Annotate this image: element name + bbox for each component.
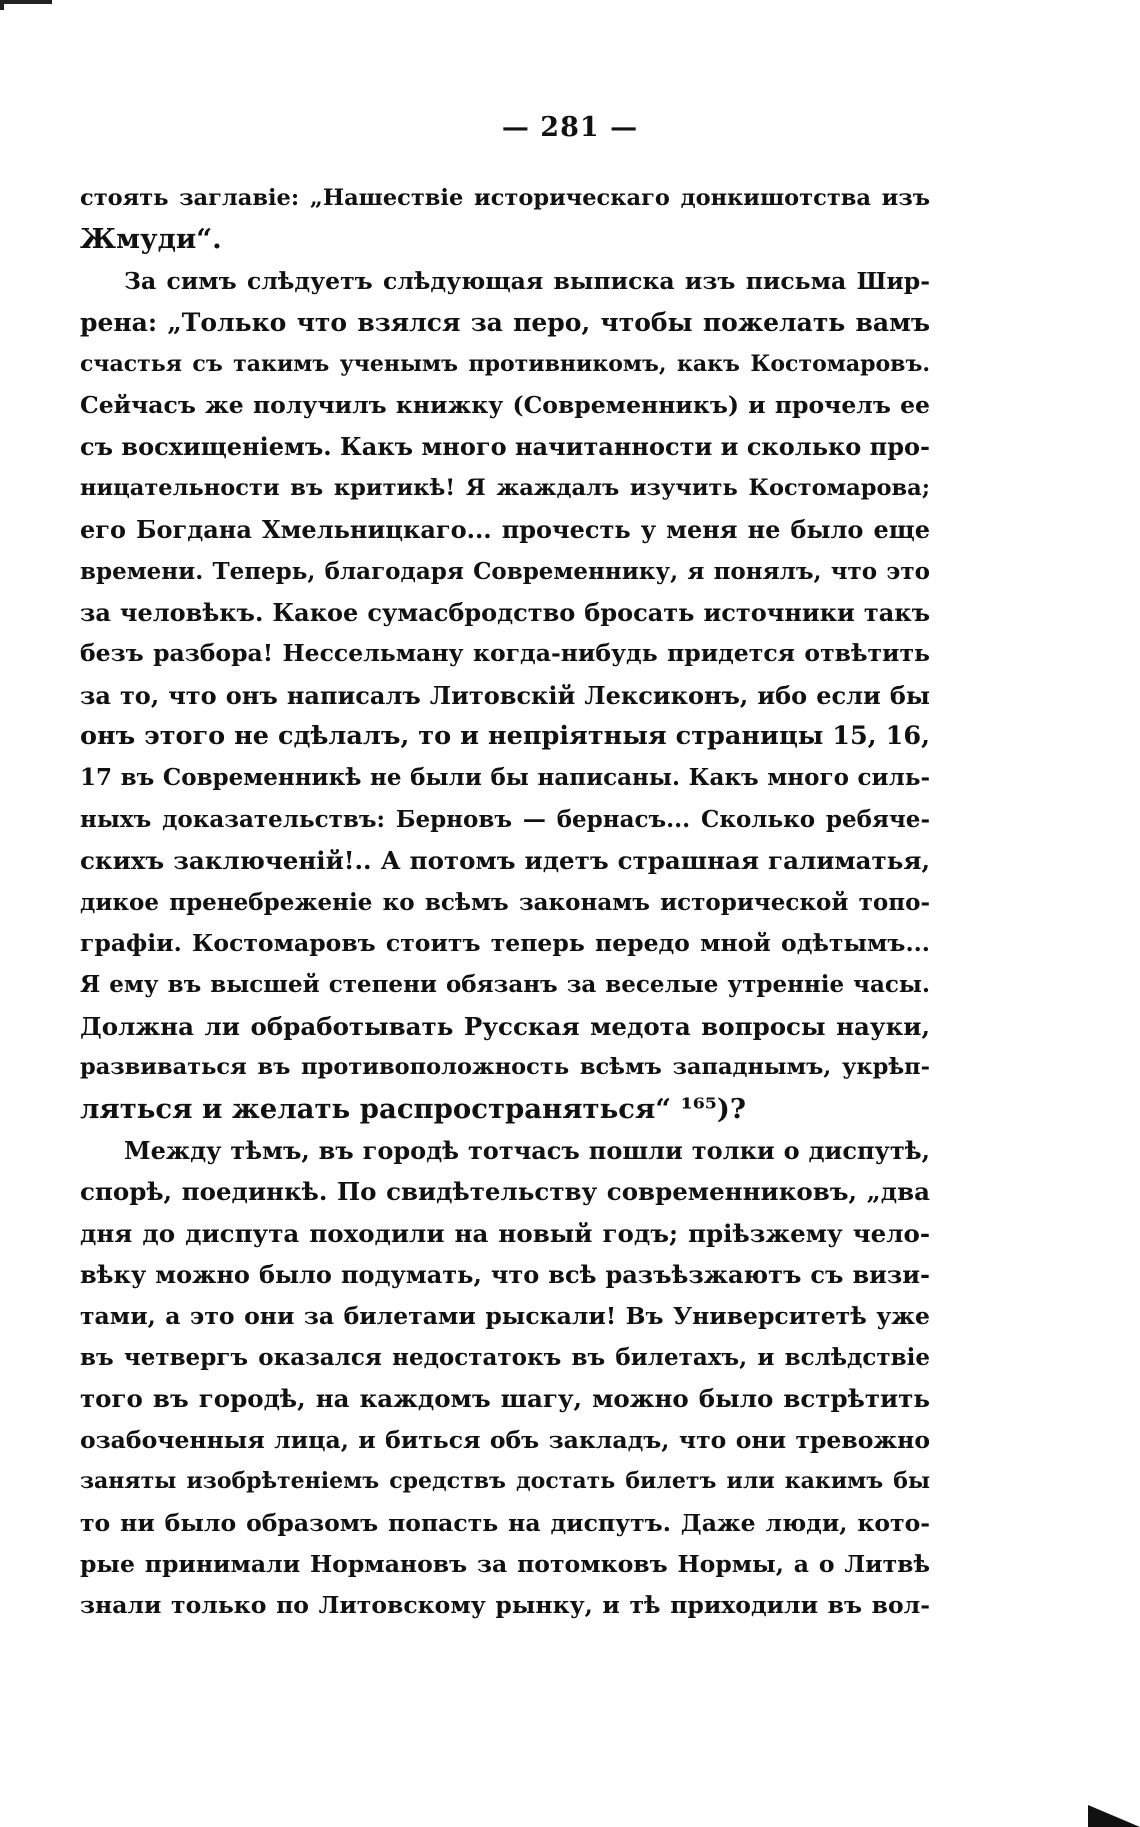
text-line: того въ городѣ, на каждомъ шагу, можно было встрѣтить [80, 1384, 930, 1414]
text-line: дикое пренебреженіе ко всѣмъ законамъ исторической топо- [80, 888, 930, 916]
text-line: дня до диспута походили на новый годъ; пріѣзжему чело- [80, 1218, 930, 1248]
text-line: За симъ слѣдуетъ слѣдующая выписка изъ письма Шир- [124, 266, 930, 295]
text-line: ницательности въ критикѣ! Я жаждалъ изучить Костомарова; [80, 474, 930, 501]
text-line: Между тѣмъ, въ городѣ тотчасъ пошли толки о диспутѣ, [124, 1135, 930, 1165]
text-line: онъ этого не сдѣлалъ, то и непріятныя страницы 15, 16, [80, 721, 930, 752]
text-line: Должна ли обработывать Русская медота вопросы науки, [80, 1011, 930, 1041]
text-line: заняты изобрѣтеніемъ средствъ достать билетъ или какимъ бы [80, 1468, 930, 1495]
text-line: счастья съ такимъ ученымъ противникомъ, какъ Костомаровъ. [80, 350, 930, 377]
text-line: его Богдана Хмельницкаго... прочесть у меня не было еще [80, 515, 930, 545]
text-line: 17 въ Современникѣ не были бы написаны. Какъ много силь- [80, 764, 930, 792]
text-line: Сейчасъ же получилъ книжку (Современникъ) и прочелъ ее [80, 390, 930, 419]
text-line: тами, а это они за билетами рыскали! Въ Университетѣ уже [80, 1301, 930, 1330]
page-turn-arrow-icon [1088, 1805, 1140, 1827]
text-line: за человѣкъ. Какое сумасбродство бросать источники такъ [80, 597, 930, 627]
text-line: ныхъ доказательствъ: Берновъ — бернасъ... Сколько ребяче- [80, 805, 930, 833]
text-line: Я ему въ высшей степени обязанъ за веселые утренніе часы. [80, 971, 930, 999]
text-line: вѣку можно было подумать, что всѣ разъѣзжаютъ съ визи- [80, 1260, 930, 1290]
text-line: Жмуди“. [80, 223, 222, 256]
text-line: за то, что онъ написалъ Литовскій Лексиконъ, ибо если бы [80, 680, 930, 710]
page-number: — 281 — [501, 112, 639, 143]
text-line: рена: „Только что взялся за перо, чтобы пожелать вамъ [80, 308, 930, 338]
text-line: ляться и желать распространяться“ ¹⁶⁵)? [80, 1092, 746, 1125]
text-line: скихъ заключеній!.. А потомъ идетъ страшная галиматья, [80, 846, 930, 876]
body-text [80, 178, 930, 1627]
text-line: времени. Теперь, благодаря Современнику, я понялъ, что это [80, 557, 930, 585]
text-line: стоять заглавіе: „Нашествіе историческаго донкишотства изъ [80, 185, 930, 211]
text-line: то ни было образомъ попасть на диспутъ. Даже люди, кото- [80, 1508, 930, 1537]
text-line: спорѣ, поединкѣ. По свидѣтельству современниковъ, „два [80, 1177, 930, 1207]
text-line: озабоченныя лица, и биться объ закладъ, что они тревожно [80, 1425, 930, 1454]
text-line: въ четвергъ оказался недостатокъ въ билетахъ, и вслѣдствіе [80, 1343, 930, 1371]
text-line: развиваться въ противоположность всѣмъ западнымъ, укрѣп- [80, 1054, 930, 1081]
text-line: графіи. Костомаровъ стоитъ теперь передо мной одѣтымъ... [80, 929, 930, 958]
text-line: безъ разбора! Нессельману когда-нибудь придется отвѣтить [80, 639, 930, 668]
text-line: рые принимали Нормановъ за потомковъ Нормы, а о Литвѣ [80, 1549, 930, 1578]
text-line: съ восхищеніемъ. Какъ много начитанности и сколько про- [80, 432, 930, 462]
text-line: знали только по Литовскому рынку, и тѣ приходили въ вол- [80, 1591, 930, 1620]
scan-corner-mark [0, 0, 52, 14]
